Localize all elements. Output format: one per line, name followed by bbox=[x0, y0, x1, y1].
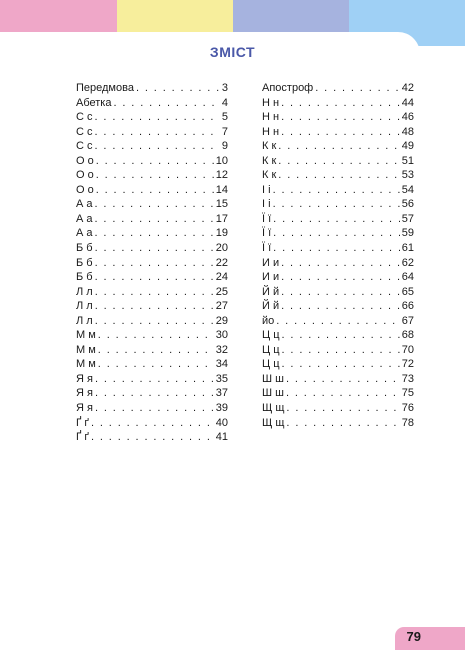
toc-entry-page: 25 bbox=[215, 285, 228, 298]
toc-entry[interactable] bbox=[262, 416, 414, 431]
toc-entry-label: И и bbox=[262, 271, 280, 284]
toc-entry-page: 73 bbox=[401, 372, 414, 385]
toc-entry[interactable] bbox=[76, 256, 228, 271]
toc-leader-dots bbox=[98, 357, 214, 372]
toc-leader-dots bbox=[281, 110, 400, 125]
toc-entry-label: О о bbox=[76, 154, 94, 167]
toc-entry-label: І і bbox=[262, 183, 271, 196]
toc-entry-page: 29 bbox=[215, 314, 228, 327]
toc-entry-label: Н н bbox=[262, 125, 280, 138]
toc-entry[interactable] bbox=[262, 386, 414, 401]
toc-entry-page: 64 bbox=[401, 271, 414, 284]
toc-leader-dots bbox=[282, 357, 400, 372]
toc-entry[interactable] bbox=[76, 386, 228, 401]
toc-entry-page: 39 bbox=[215, 402, 228, 415]
toc-entry[interactable] bbox=[262, 372, 414, 387]
toc-entry-page: 19 bbox=[215, 227, 228, 240]
toc-leader-dots bbox=[281, 125, 400, 140]
toc-entry[interactable] bbox=[262, 110, 414, 125]
toc-entry-page: 12 bbox=[215, 169, 228, 182]
toc-entry[interactable] bbox=[76, 285, 228, 300]
toc-leader-dots bbox=[95, 285, 214, 300]
toc-leader-dots bbox=[98, 328, 214, 343]
toc-entry-page: 3 bbox=[221, 82, 228, 94]
toc-entry-page: 65 bbox=[401, 285, 414, 298]
toc-entry-label: Апостроф bbox=[262, 82, 314, 94]
toc-entry[interactable] bbox=[76, 270, 228, 285]
toc-entry-label: И и bbox=[262, 256, 280, 269]
toc-entry-page: 53 bbox=[401, 169, 414, 182]
toc-leader-dots bbox=[96, 154, 214, 169]
toc-leader-dots bbox=[95, 125, 220, 140]
toc-entry[interactable] bbox=[76, 125, 228, 140]
toc-entry[interactable] bbox=[262, 401, 414, 416]
toc-entry[interactable] bbox=[76, 314, 228, 329]
toc-entry[interactable] bbox=[76, 357, 228, 372]
toc-entry[interactable] bbox=[76, 96, 228, 111]
toc-entry-page: 37 bbox=[215, 387, 228, 400]
toc-entry-page: 54 bbox=[401, 183, 414, 196]
toc-entry[interactable] bbox=[262, 285, 414, 300]
toc-entry-page: 75 bbox=[401, 387, 414, 400]
toc-entry[interactable] bbox=[76, 401, 228, 416]
toc-entry-page: 32 bbox=[215, 343, 228, 356]
toc-leader-dots bbox=[95, 299, 214, 314]
toc-entry-label: Ш ш bbox=[262, 372, 284, 385]
toc-entry-label: Ц ц bbox=[262, 358, 280, 371]
toc-entry-page: 40 bbox=[215, 416, 228, 429]
toc-entry-page: 30 bbox=[215, 329, 228, 342]
toc-entry-label: Й й bbox=[262, 300, 280, 313]
toc-entry-page: 59 bbox=[401, 227, 414, 240]
toc-entry[interactable] bbox=[262, 96, 414, 111]
toc-entry-label: йо bbox=[262, 314, 275, 327]
toc-entry-page: 42 bbox=[401, 82, 414, 94]
toc-entry-label: Ш ш bbox=[262, 387, 284, 400]
toc-entry-page: 66 bbox=[401, 300, 414, 313]
toc-entry[interactable] bbox=[76, 81, 228, 96]
toc-entry-page: 72 bbox=[401, 358, 414, 371]
toc-leader-dots bbox=[96, 168, 214, 183]
toc-leader-dots bbox=[281, 256, 400, 271]
toc-leader-dots bbox=[98, 343, 214, 358]
toc-leader-dots bbox=[315, 81, 400, 96]
toc-entry-label: О о bbox=[76, 169, 94, 182]
toc-entry-page: 4 bbox=[221, 96, 228, 109]
toc-entry[interactable] bbox=[262, 314, 414, 329]
page-number-tab bbox=[395, 627, 465, 650]
toc-entry-label: С с bbox=[76, 111, 93, 124]
toc-leader-dots bbox=[91, 416, 214, 431]
toc-leader-dots bbox=[95, 270, 214, 285]
toc-entry-label: К к bbox=[262, 169, 277, 182]
toc-entry-label: Ї ї bbox=[262, 227, 272, 240]
toc-leader-dots bbox=[96, 183, 214, 198]
toc-entry[interactable] bbox=[76, 212, 228, 227]
toc-entry[interactable] bbox=[262, 328, 414, 343]
toc-entry[interactable] bbox=[262, 212, 414, 227]
toc-entry-label: Щ щ bbox=[262, 416, 285, 429]
toc-leader-dots bbox=[281, 299, 400, 314]
toc-entry[interactable] bbox=[76, 154, 228, 169]
toc-leader-dots bbox=[273, 183, 400, 198]
toc-entry-label: О о bbox=[76, 183, 94, 196]
toc-entry-label: Л л bbox=[76, 300, 93, 313]
toc-leader-dots bbox=[95, 226, 214, 241]
toc-leader-dots bbox=[95, 401, 214, 416]
toc-leader-dots bbox=[95, 256, 214, 271]
toc-entry-label: І і bbox=[262, 198, 271, 211]
toc-entry[interactable] bbox=[262, 256, 414, 271]
toc-entry-page: 46 bbox=[401, 111, 414, 124]
toc-entry-label: Ц ц bbox=[262, 329, 280, 342]
toc-entry-page: 22 bbox=[215, 256, 228, 269]
toc-leader-dots bbox=[95, 372, 214, 387]
toc-leader-dots bbox=[273, 212, 400, 227]
toc-entry-page: 70 bbox=[401, 343, 414, 356]
toc-entry-page: 20 bbox=[215, 242, 228, 255]
toc-entry-label: Н н bbox=[262, 96, 280, 109]
toc-entry-label: Ґ ґ bbox=[76, 416, 89, 429]
toc-leader-dots bbox=[278, 154, 399, 169]
toc-entry-label: Н н bbox=[262, 111, 280, 124]
toc-leader-dots bbox=[95, 197, 214, 212]
toc-entry[interactable] bbox=[76, 139, 228, 154]
toc-entry[interactable] bbox=[262, 154, 414, 169]
toc-entry[interactable] bbox=[76, 226, 228, 241]
toc-entry-page: 49 bbox=[401, 140, 414, 153]
toc-entry-label: Л л bbox=[76, 314, 93, 327]
toc-entry[interactable] bbox=[76, 430, 228, 445]
toc-entry[interactable] bbox=[262, 270, 414, 285]
toc-entry-label: Ї ї bbox=[262, 212, 272, 225]
toc-leader-dots bbox=[113, 96, 219, 111]
toc-entry-page: 76 bbox=[401, 402, 414, 415]
toc-entry[interactable] bbox=[76, 183, 228, 198]
toc-entry-label: Б б bbox=[76, 256, 93, 269]
toc-entry-label: А а bbox=[76, 198, 93, 211]
toc-entry-page: 5 bbox=[221, 111, 228, 124]
toc-entry-page: 56 bbox=[401, 198, 414, 211]
toc-entry-page: 44 bbox=[401, 96, 414, 109]
toc-entry-page: 41 bbox=[215, 431, 228, 444]
toc-entry-label: М м bbox=[76, 343, 96, 356]
toc-entry[interactable] bbox=[76, 197, 228, 212]
toc-entry-page: 67 bbox=[401, 314, 414, 327]
toc-leader-dots bbox=[286, 372, 400, 387]
toc-leader-dots bbox=[273, 226, 400, 241]
toc-entry-page: 17 bbox=[215, 212, 228, 225]
toc-entry[interactable] bbox=[262, 343, 414, 358]
toc-entry-label: М м bbox=[76, 358, 96, 371]
toc-entry[interactable] bbox=[76, 372, 228, 387]
toc-column-right bbox=[262, 81, 414, 430]
toc-entry-label: Й й bbox=[262, 285, 280, 298]
toc-entry-page: 34 bbox=[215, 358, 228, 371]
toc-entry[interactable] bbox=[76, 299, 228, 314]
toc-entry[interactable] bbox=[76, 416, 228, 431]
toc-leader-dots bbox=[273, 241, 400, 256]
toc-entry-label: Абетка bbox=[76, 96, 112, 109]
toc-entry-page: 51 bbox=[401, 154, 414, 167]
toc-entry[interactable] bbox=[262, 241, 414, 256]
toc-entry-page: 24 bbox=[215, 271, 228, 284]
toc-entry-label: К к bbox=[262, 154, 277, 167]
toc-column-left bbox=[76, 81, 228, 445]
toc-entry[interactable] bbox=[262, 81, 414, 96]
toc-entry-label: А а bbox=[76, 212, 93, 225]
page-number: 79 bbox=[406, 629, 421, 644]
toc-entry[interactable] bbox=[262, 125, 414, 140]
toc-entry-page: 48 bbox=[401, 125, 414, 138]
toc-leader-dots bbox=[95, 241, 214, 256]
toc-leader-dots bbox=[95, 139, 220, 154]
toc-entry-label: Щ щ bbox=[262, 402, 285, 415]
toc-entry-page: 7 bbox=[221, 125, 228, 138]
toc-leader-dots bbox=[278, 168, 399, 183]
page-title: ЗМІСТ bbox=[209, 44, 256, 60]
toc-entry-label: А а bbox=[76, 227, 93, 240]
toc-entry-label: Л л bbox=[76, 285, 93, 298]
toc-leader-dots bbox=[95, 110, 220, 125]
toc-leader-dots bbox=[282, 343, 400, 358]
toc-entry[interactable] bbox=[76, 110, 228, 125]
toc-leader-dots bbox=[95, 212, 214, 227]
toc-entry-label: Ї ї bbox=[262, 242, 272, 255]
toc-leader-dots bbox=[286, 416, 399, 431]
toc-entry-page: 62 bbox=[401, 256, 414, 269]
toc-entry[interactable] bbox=[76, 328, 228, 343]
toc-entry[interactable] bbox=[76, 241, 228, 256]
toc-leader-dots bbox=[95, 314, 214, 329]
toc-entry-page: 61 bbox=[401, 242, 414, 255]
toc-entry-label: С с bbox=[76, 140, 93, 153]
toc-entry[interactable] bbox=[262, 357, 414, 372]
toc-leader-dots bbox=[95, 386, 214, 401]
toc-leader-dots bbox=[286, 401, 399, 416]
toc-leader-dots bbox=[91, 430, 214, 445]
toc-entry-label: Передмова bbox=[76, 82, 134, 94]
toc-entry-label: Я я bbox=[76, 387, 93, 400]
toc-entry-page: 14 bbox=[215, 183, 228, 196]
toc-entry-label: М м bbox=[76, 329, 96, 342]
toc-entry-label: С с bbox=[76, 125, 93, 138]
toc-leader-dots bbox=[281, 285, 400, 300]
toc-leader-dots bbox=[276, 314, 399, 329]
toc-entry[interactable] bbox=[262, 226, 414, 241]
toc-entry-page: 15 bbox=[215, 198, 228, 211]
toc-entry-label: Б б bbox=[76, 242, 93, 255]
toc-entry-label: Я я bbox=[76, 402, 93, 415]
toc-entry-page: 57 bbox=[401, 212, 414, 225]
toc-entry[interactable] bbox=[76, 168, 228, 183]
toc-entry-label: К к bbox=[262, 140, 277, 153]
toc-leader-dots bbox=[273, 197, 400, 212]
toc-entry-page: 35 bbox=[215, 372, 228, 385]
toc-entry-label: Ц ц bbox=[262, 343, 280, 356]
toc-entry-page: 10 bbox=[215, 154, 228, 167]
toc-entry-label: Б б bbox=[76, 271, 93, 284]
toc-leader-dots bbox=[136, 81, 220, 96]
toc-leader-dots bbox=[286, 386, 400, 401]
toc-entry[interactable] bbox=[262, 168, 414, 183]
toc-leader-dots bbox=[282, 328, 400, 343]
toc-entry-page: 9 bbox=[221, 140, 228, 153]
toc-entry-label: Ґ ґ bbox=[76, 431, 89, 444]
toc-entry[interactable] bbox=[262, 183, 414, 198]
toc-leader-dots bbox=[278, 139, 399, 154]
toc-entry[interactable] bbox=[76, 343, 228, 358]
toc-leader-dots bbox=[281, 96, 400, 111]
toc-leader-dots bbox=[281, 270, 400, 285]
toc-entry-label: Я я bbox=[76, 372, 93, 385]
toc-entry-page: 78 bbox=[401, 416, 414, 429]
toc-entry-page: 27 bbox=[215, 300, 228, 313]
toc-entry-page: 68 bbox=[401, 329, 414, 342]
toc-entry[interactable] bbox=[262, 197, 414, 212]
toc-entry[interactable] bbox=[262, 139, 414, 154]
toc-entry[interactable] bbox=[262, 299, 414, 314]
